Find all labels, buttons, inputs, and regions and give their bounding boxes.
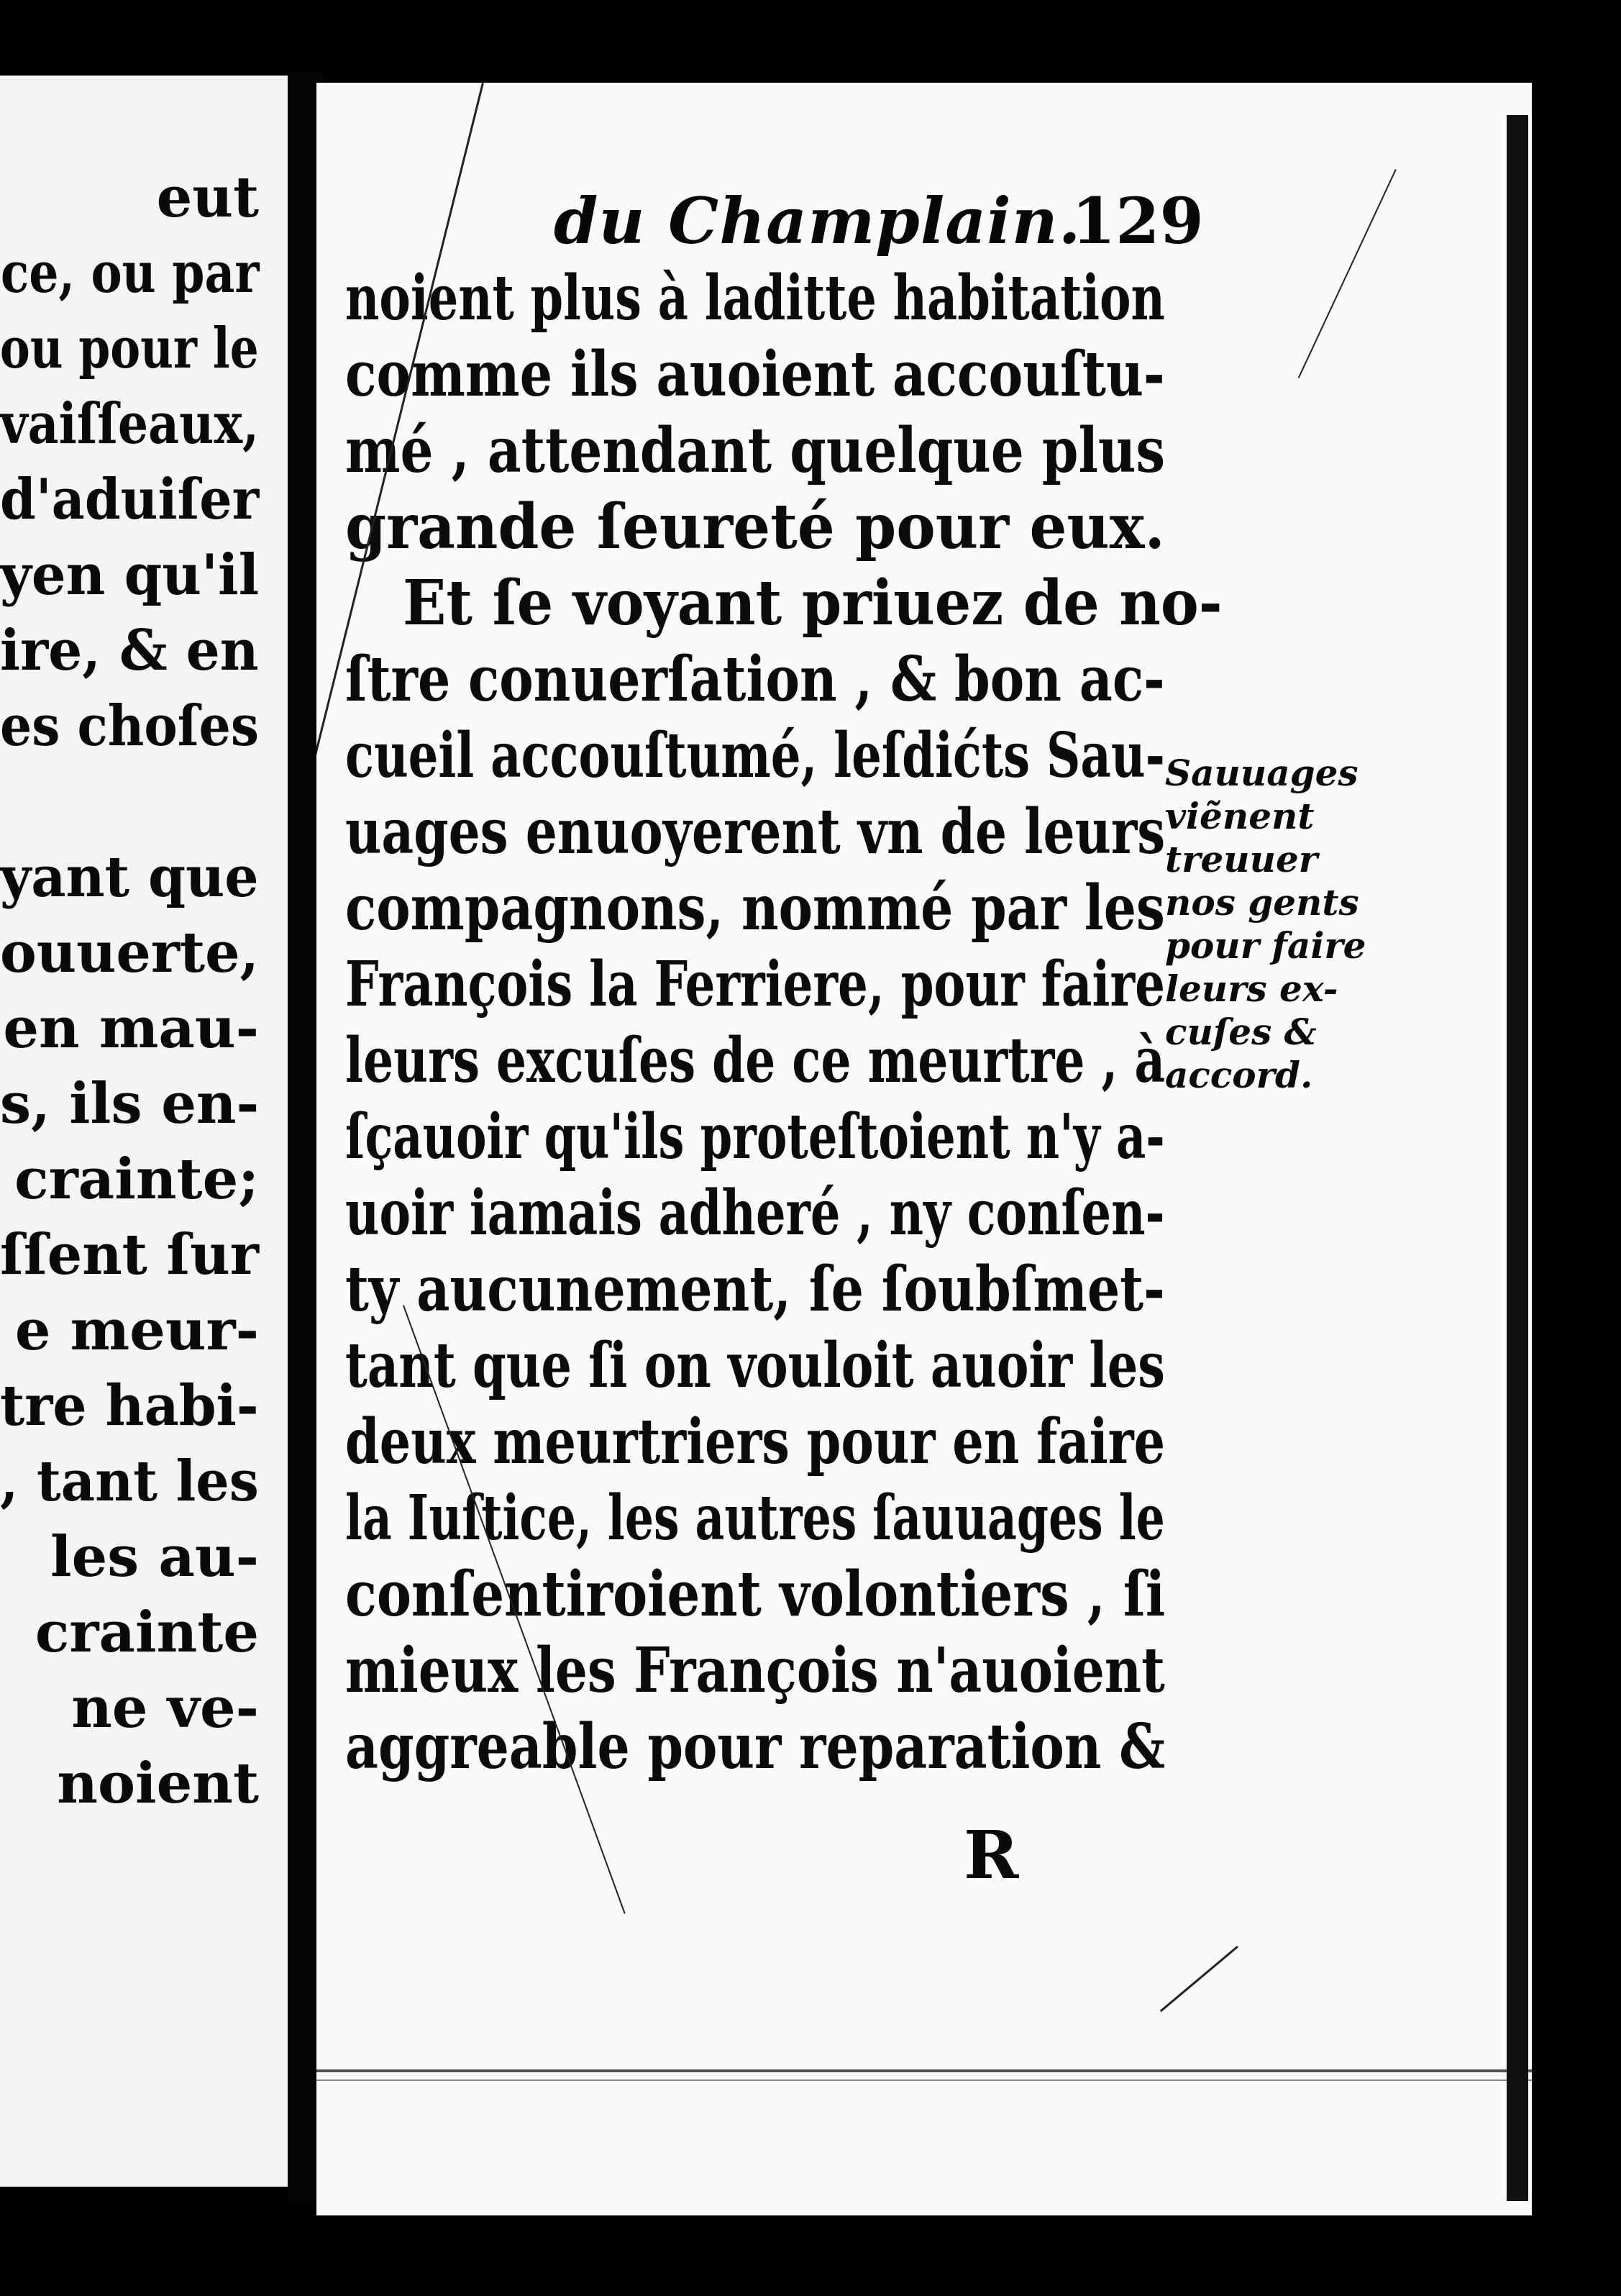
marginal-note-line: nos gents — [1165, 881, 1359, 924]
previous-page-line: eut — [156, 165, 259, 230]
text-line: tant que ſi on vouloit auoir les — [345, 1329, 1165, 1402]
text-line: noient plus à laditte habitation — [345, 262, 1165, 334]
film-border-right — [1532, 0, 1621, 2296]
text-line: François la Ferriere, pour faire — [345, 948, 1165, 1021]
previous-page-fragment — [0, 76, 295, 2187]
text-line: grande ſeureté pour eux. — [345, 491, 1165, 563]
signature-mark: R — [964, 1816, 1019, 1894]
previous-page-line: crainte; — [14, 1147, 259, 1212]
previous-page-line: ouuerte, — [0, 920, 259, 985]
text-line: mé , attendant quelque plus — [345, 414, 1166, 487]
text-line: aggreable pour reparation & — [345, 1710, 1166, 1783]
text-line: uages enuoyerent vn de leurs — [345, 796, 1166, 868]
previous-page-line: ire, & en — [0, 618, 259, 683]
running-head-title: du Champlain. — [554, 183, 1082, 258]
previous-page-line: yen qu'il — [0, 542, 259, 608]
marginal-note-line: treuuer — [1165, 838, 1318, 880]
page-rule — [316, 2069, 1532, 2072]
previous-page-line: , tant les — [0, 1449, 259, 1514]
page-rule-secondary — [316, 2079, 1532, 2081]
text-line: ſtre conuerſation , & bon ac- — [345, 643, 1165, 716]
text-line: mieux les François n'auoient — [345, 1634, 1165, 1707]
text-line: cueil accouſtumé, leſdićts Sau- — [345, 719, 1165, 792]
film-border-top — [0, 0, 1621, 79]
text-line: conſentiroient volontiers , ſi — [345, 1558, 1166, 1631]
previous-page-line: yant que — [0, 844, 259, 910]
marginal-note-line: cuſes & — [1165, 1011, 1317, 1053]
previous-page-line: ne ve- — [71, 1675, 259, 1741]
previous-page-line: e meur- — [14, 1298, 259, 1363]
previous-page-line: es choſes — [0, 693, 259, 759]
page-edge-shadow — [1507, 115, 1528, 2201]
previous-page-line: ſſent ſur — [0, 1222, 259, 1288]
marginal-note-line: pour faire — [1165, 924, 1366, 967]
previous-page-line: vaiſſeaux, — [0, 391, 259, 457]
book-page — [316, 83, 1532, 2215]
marginal-note-line: leurs ex- — [1165, 967, 1338, 1010]
text-line: comme ils auoient accouſtu- — [345, 338, 1165, 411]
film-border-bottom — [0, 2215, 1621, 2296]
text-line: uoir iamais adheré , ny conſen- — [345, 1177, 1165, 1249]
previous-page-line: les au- — [50, 1524, 259, 1590]
text-line: Et ſe voyant priuez de no- — [403, 567, 1223, 639]
previous-page-line: s, ils en- — [0, 1071, 259, 1136]
previous-page-line: tre habi- — [0, 1373, 259, 1439]
previous-page-line: ce, ou par — [0, 240, 259, 306]
text-line: deux meurtriers pour en faire — [345, 1406, 1166, 1478]
text-line: compagnons, nommé par les — [345, 872, 1165, 944]
text-line: la Iuſtice, les autres ſauuages le — [345, 1482, 1165, 1554]
previous-page-line: crainte — [35, 1600, 259, 1665]
text-line: ſçauoir qu'ils proteſtoient n'y a- — [345, 1101, 1165, 1173]
film-scratch — [1160, 1946, 1238, 2012]
previous-page-line: en mau- — [3, 996, 259, 1061]
marginal-note-line: viẽnent — [1165, 795, 1315, 837]
page-number: 129 — [1072, 183, 1204, 258]
marginal-note-line: Sauuages — [1165, 752, 1359, 794]
previous-page-line: ou pour le — [0, 316, 259, 381]
marginal-note — [1165, 752, 1381, 1097]
text-line: ty aucunement, ſe ſoubſmet- — [345, 1253, 1165, 1326]
text-line: leurs excuſes de ce meurtre , à — [345, 1024, 1166, 1097]
previous-page-line: noient — [57, 1751, 259, 1816]
marginal-note-line: accord. — [1165, 1054, 1313, 1096]
previous-page-line: d'aduiſer — [0, 467, 259, 532]
